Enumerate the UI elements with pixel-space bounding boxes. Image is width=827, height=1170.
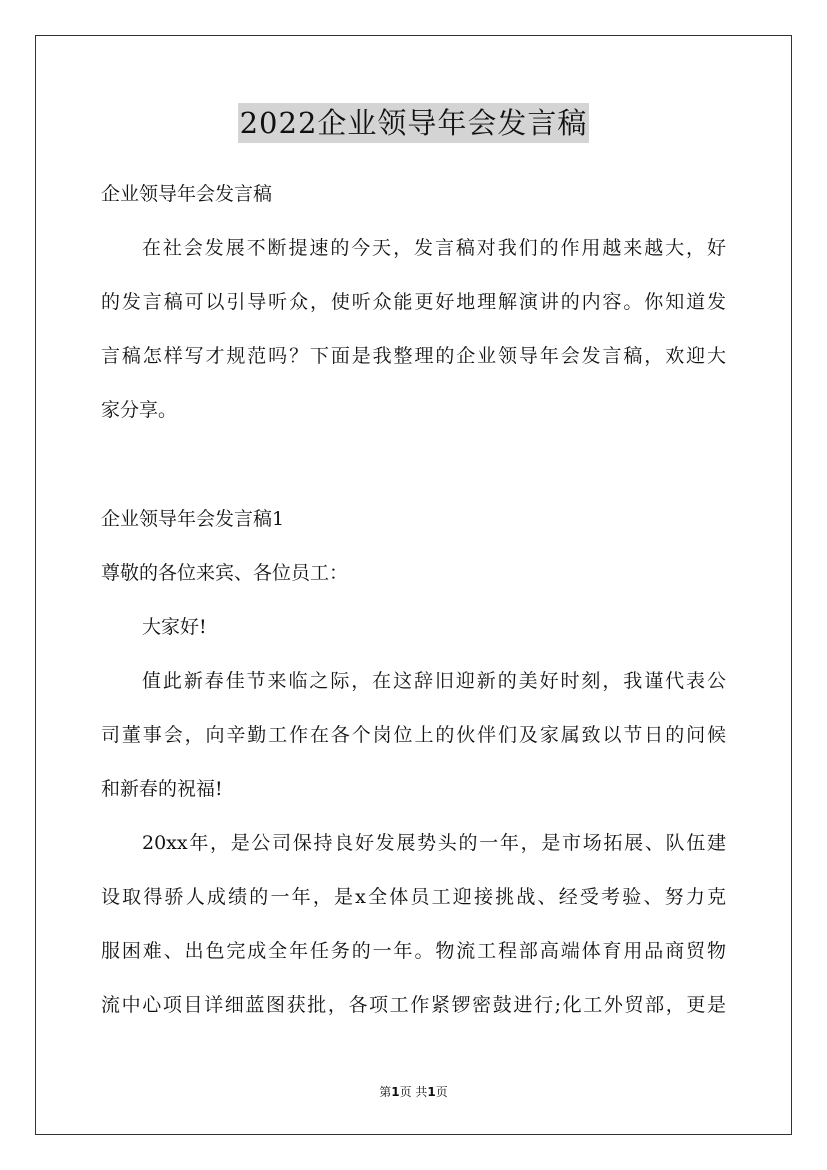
footer-prefix: 第	[379, 1085, 392, 1099]
greeting: 大家好!	[142, 616, 207, 638]
intro-line-1: 在社会发展不断提速的今天，发言稿对我们的作用越来越大，好	[142, 237, 726, 259]
footer-mid: 页 共	[399, 1085, 428, 1099]
intro-line-2: 的发言稿可以引导听众，使听众能更好地理解演讲的内容。你知道发	[101, 291, 726, 313]
para2-line-1: 20xx年，是公司保持良好发展势头的一年，是市场拓展、队伍建	[142, 832, 726, 854]
document-title: 2022企业领导年会发言稿	[238, 103, 590, 143]
section-heading: 企业领导年会发言稿1	[101, 508, 285, 530]
footer-page-current: 1	[391, 1085, 400, 1099]
document-subtitle: 企业领导年会发言稿	[101, 183, 273, 205]
para2-line-2: 设取得骄人成绩的一年，是x全体员工迎接挑战、经受考验、努力克	[101, 886, 726, 908]
intro-line-3: 言稿怎样写才规范吗？下面是我整理的企业领导年会发言稿，欢迎大	[101, 345, 726, 367]
para1-line-2: 司董事会，向辛勤工作在各个岗位上的伙伴们及家属致以节日的问候	[101, 724, 726, 746]
para1-line-3: 和新春的祝福!	[101, 778, 223, 800]
salutation: 尊敬的各位来宾、各位员工：	[101, 562, 349, 584]
intro-line-4: 家分享。	[101, 399, 178, 421]
title-container	[0, 103, 827, 143]
para2-line-3: 服困难、出色完成全年任务的一年。物流工程部高端体育用品商贸物	[101, 940, 726, 962]
para1-line-1: 值此新春佳节来临之际，在这辞旧迎新的美好时刻，我谨代表公	[142, 670, 726, 692]
footer-suffix: 页	[435, 1085, 448, 1099]
footer-page-total: 1	[427, 1085, 436, 1099]
page-footer	[0, 1084, 827, 1100]
para2-line-4: 流中心项目详细蓝图获批，各项工作紧锣密鼓进行;化工外贸部，更是	[101, 994, 726, 1016]
